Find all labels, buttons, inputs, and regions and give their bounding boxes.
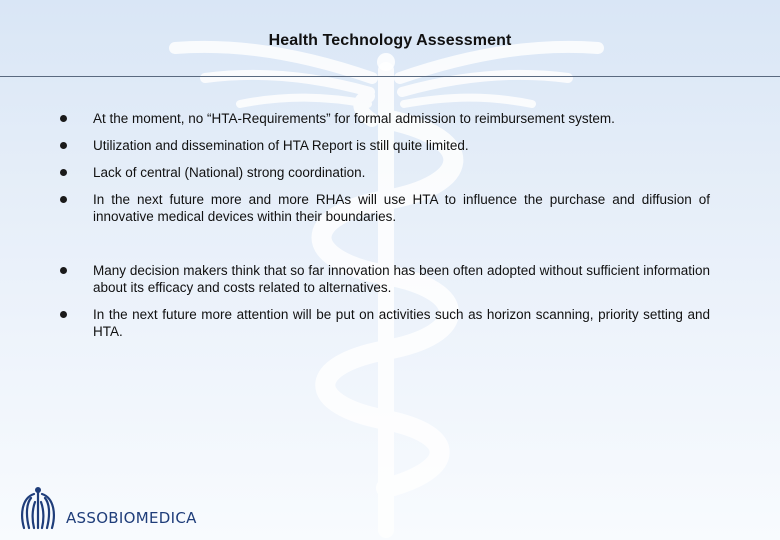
list-item [60, 110, 710, 127]
bullet-dot-icon [60, 267, 67, 274]
bullet-dot-icon [60, 142, 67, 149]
list-item [60, 164, 710, 181]
bullet-dot-icon [60, 311, 67, 318]
logo-text: ASSOBIOMEDICA [66, 509, 197, 527]
bullet-text: In the next future more and more RHAs will use HTA to influence the purchase and diffusion of innovative medical devices within their boundaries. [93, 192, 710, 224]
bullet-text: Many decision makers think that so far innovation has been often adopted without sufficient information about its efficacy and costs related to alternatives. [93, 263, 710, 295]
bullet-text: Utilization and dissemination of HTA Report is still quite limited. [93, 138, 469, 153]
list-item [60, 306, 710, 340]
bullet-text: At the moment, no “HTA-Requirements” for formal admission to reimbursement system. [93, 111, 615, 126]
page-title: Health Technology Assessment [268, 32, 512, 49]
list-item [60, 137, 710, 154]
bullet-dot-icon [60, 196, 67, 203]
list-item [60, 191, 710, 225]
bullet-text: In the next future more attention will be put on activities such as horizon scanning, priority setting and HTA. [93, 307, 710, 339]
title-divider [0, 76, 780, 77]
bullet-dot-icon [60, 169, 67, 176]
bullet-dot-icon [60, 115, 67, 122]
list-item [60, 262, 710, 296]
logo-emblem-icon [14, 484, 62, 532]
assobiomedica-logo [14, 484, 214, 532]
bullet-text: Lack of central (National) strong coordination. [93, 165, 366, 180]
